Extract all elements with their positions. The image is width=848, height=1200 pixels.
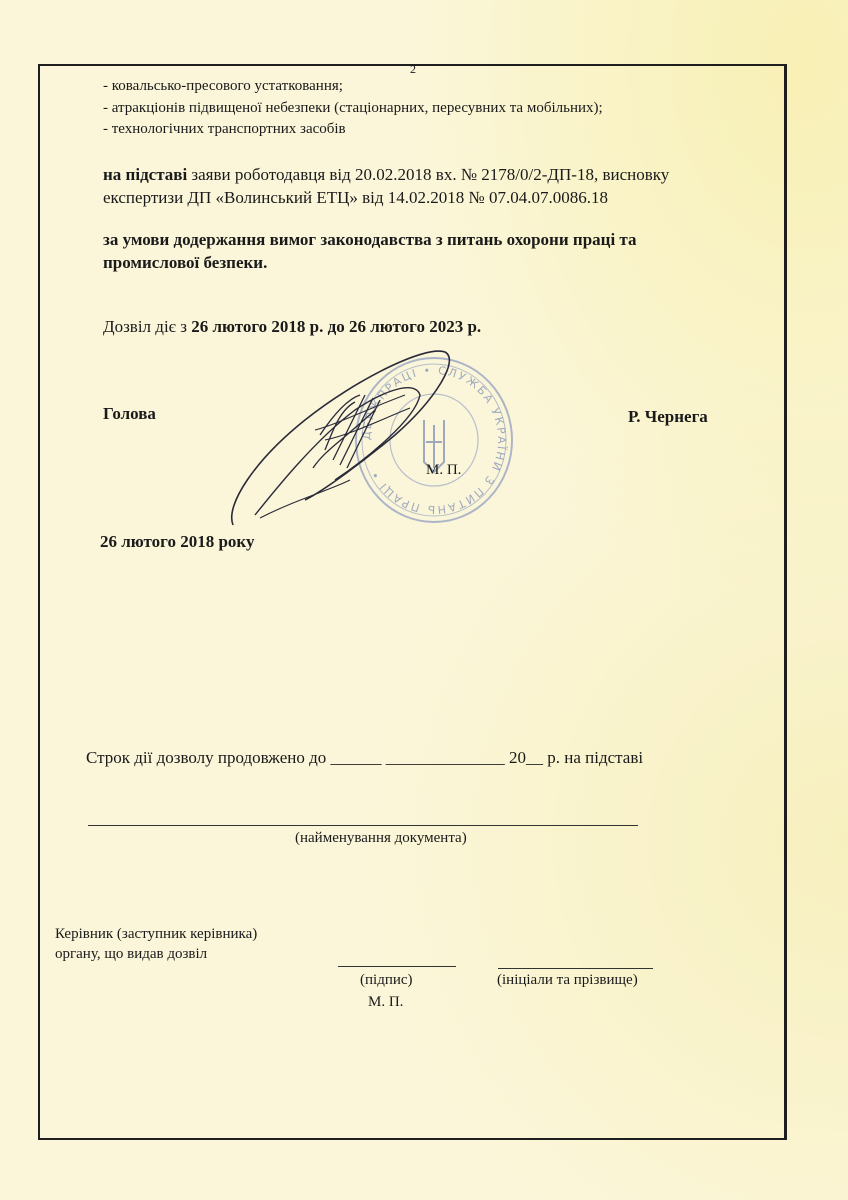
document-name-line xyxy=(88,825,638,826)
validity-mid: до xyxy=(323,317,349,336)
signing-date: 26 лютого 2018 року xyxy=(100,532,255,551)
list-item: - атракціонів підвищеної небезпеки (стаціонарних, пересувних та мобільних); xyxy=(103,100,603,116)
head-label-line-1: Керівник (заступник керівника) xyxy=(55,926,258,942)
validity-from: 26 лютого 2018 р. xyxy=(191,317,324,336)
seal-mark: М. П. xyxy=(426,462,462,478)
condition-line-2: промислової безпеки. xyxy=(103,253,268,272)
signatory-title: Голова xyxy=(103,404,156,423)
basis-line-1 xyxy=(103,165,669,185)
document-name-caption: (найменування документа) xyxy=(295,830,467,846)
basis-lead: на підставі xyxy=(103,165,188,184)
validity-to: 26 лютого 2023 р. xyxy=(348,317,482,336)
name-caption: (ініціали та прізвище) xyxy=(497,972,638,988)
list-item: - технологічних транспортних засобів xyxy=(103,121,346,137)
condition-line-1: за умови додержання вимог законодавства з питань охорони праці та xyxy=(103,230,637,249)
head-label-line-2: органу, що видав дозвіл xyxy=(55,946,208,962)
signature-line xyxy=(338,966,456,967)
list-item: - ковальсько-пресового устатковання; xyxy=(103,78,343,94)
signature-caption: (підпис) xyxy=(360,972,413,988)
page-number: 2 xyxy=(410,62,416,76)
basis-line-1-rest: заяви роботодавця від 20.02.2018 вх. № 2178/0/2-ДП-18, висновку xyxy=(187,165,670,184)
stamp-arc-text: ДЕРЖПРАЦІ • СЛУЖБА УКРАЇНИ З ПИТАНЬ ПРАЦІ • xyxy=(359,363,509,517)
basis-line-2: експертизи ДП «Волинський ЕТЦ» від 14.02.2018 № 07.04.07.0086.18 xyxy=(103,188,609,207)
validity-line xyxy=(103,317,481,337)
extension-text: Строк дії дозволу продовжено до ______ ______________ 20__ р. на підставі xyxy=(86,748,644,767)
name-line xyxy=(498,968,653,969)
extension-seal-mark: М. П. xyxy=(368,994,404,1010)
handwritten-signature xyxy=(215,340,465,540)
signatory-name: Р. Чернега xyxy=(628,407,708,426)
validity-prefix: Дозвіл діє з xyxy=(103,317,192,336)
